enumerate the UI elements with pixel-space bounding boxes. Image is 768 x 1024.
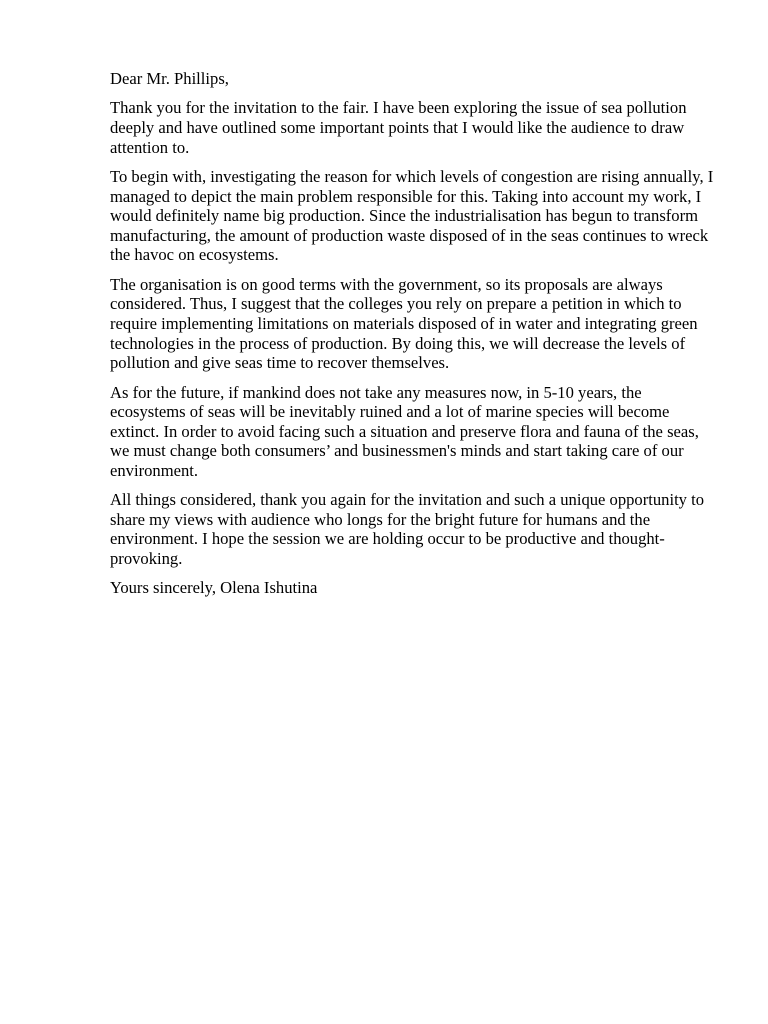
paragraph-introduction: Thank you for the invitation to the fair. I have been exploring the issue of sea pollution deeply and have outlined some important points that I would like the audience to draw attention to. — [110, 98, 687, 157]
letter-document — [110, 69, 718, 608]
paragraph-cause: To begin with, investigating the reason for which levels of congestion are rising annually, I managed to depict the main problem responsible for this. Taking into account my work, I would definitely name big production. Since the industrialisation has begun to transform manufacturing, the amount of production waste disposed of in the seas continues to wreck the havoc on ecosystems. — [110, 166, 714, 265]
salutation: Dear Mr. Phillips, — [110, 69, 229, 88]
paragraph-conclusion: All things considered, thank you again for the invitation and such a unique opportunity to share my views with audience who longs for the bright future for humans and the environment. I hope the session we are holding occur to be productive and thought-provoking. — [110, 490, 705, 569]
paragraph-future: As for the future, if mankind does not take any measures now, in 5-10 years, the ecosystems of seas will be inevitably ruined and a lot of marine species will become extinct. In order to avoid facing such a situation and preserve flora and fauna of the seas, we must change both consumers’ and businessmen's minds and start taking care of our environment. — [110, 382, 699, 480]
closing-signature: Yours sincerely, Olena Ishutina — [110, 578, 318, 598]
paragraph-proposal: The organisation is on good terms with the government, so its proposals are always considered. Thus, I suggest that the colleges you rely on prepare a petition in which to require implementing limitations on materials disposed of in water and integrating green technologies in the process of production. By doing this, we will decrease the levels of pollution and give seas time to recover themselves. — [110, 274, 698, 373]
